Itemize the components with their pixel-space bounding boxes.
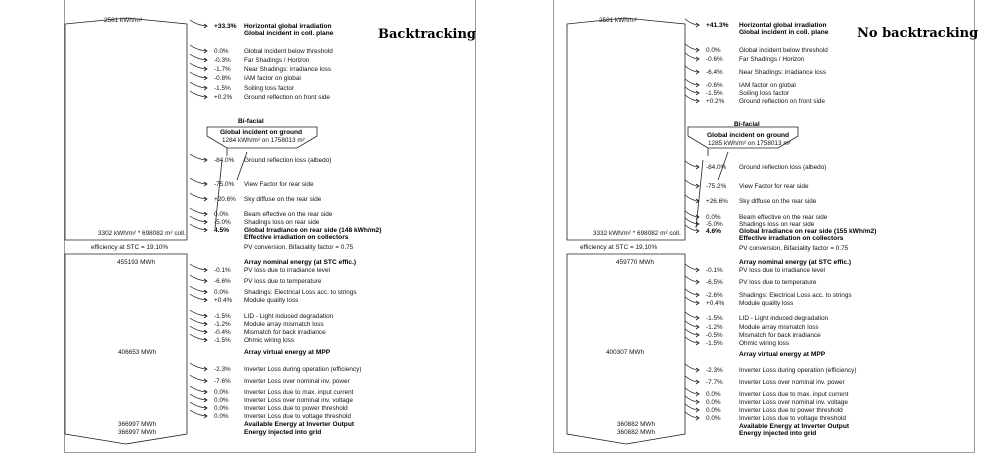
- loss-label: Near Shadings: irradiance loss: [244, 66, 332, 73]
- loss-label: Soiling loss factor: [244, 85, 295, 92]
- loss-percent: 0.0%: [706, 47, 721, 54]
- loss-arrow: [685, 44, 699, 50]
- loss-percent: -6.6%: [214, 278, 231, 285]
- loss-label: IAM factor on global: [244, 75, 301, 82]
- loss-percent: +33.3%: [214, 23, 237, 30]
- loss-label: Near Shadings: irradiance loss: [739, 69, 827, 76]
- loss-percent: -0.8%: [214, 75, 231, 82]
- bifacial-label: Bi-facial: [734, 121, 760, 128]
- loss-label-secondary: Global incident in coll. plane: [244, 30, 334, 37]
- loss-arrow: [685, 364, 699, 370]
- output-energy: 360882 MWh: [617, 421, 656, 428]
- loss-arrow: [685, 396, 699, 402]
- loss-label-secondary: Global incident in coll. plane: [739, 29, 829, 36]
- output-energy: 366997 MWh: [118, 421, 157, 428]
- loss-percent: -1.2%: [214, 321, 231, 328]
- loss-percent: -0.4%: [214, 329, 231, 336]
- loss-percent: -2.3%: [214, 366, 231, 373]
- loss-label: View Factor for rear side: [244, 181, 314, 188]
- loss-label: Inverter Loss due to power threshold: [739, 407, 843, 414]
- loss-row: [685, 53, 805, 63]
- loss-arrow: [685, 297, 699, 303]
- loss-arrow: [685, 161, 699, 167]
- loss-arrow: [685, 225, 699, 231]
- loss-percent: -5.0%: [706, 221, 723, 228]
- loss-percent: -1.2%: [706, 324, 723, 331]
- top-irradiation: 2581 kWh/m²: [599, 17, 638, 24]
- loss-label: Ground reflection loss (albedo): [244, 157, 332, 164]
- loss-label: PV conversion, Bifaciality factor = 0.75: [244, 244, 354, 251]
- loss-label: Module quality loss: [739, 300, 794, 307]
- loss-percent: -1.5%: [214, 313, 231, 320]
- loss-row: [685, 364, 856, 374]
- loss-label: Mismatch for back irradiance: [739, 332, 821, 339]
- loss-label: Effective irradiation on collectors: [244, 234, 349, 241]
- loss-percent: -0.1%: [706, 267, 723, 274]
- loss-label: Global Irradiance on rear side (155 kWh/m2): [739, 228, 877, 235]
- loss-row: [739, 430, 816, 437]
- loss-label: Inverter Loss due to voltage threshold: [244, 413, 351, 420]
- loss-arrow: [685, 66, 699, 72]
- loss-percent: -1.5%: [706, 340, 723, 347]
- loss-percent: 4.6%: [706, 228, 722, 235]
- loss-percent: +0.4%: [214, 297, 233, 304]
- loss-arrow: [685, 19, 699, 25]
- loss-percent: +41.3%: [706, 22, 729, 29]
- loss-percent: -1.5%: [706, 315, 723, 322]
- loss-arrow: [685, 95, 699, 101]
- loss-percent: -5.0%: [214, 219, 231, 226]
- loss-label: Module quality loss: [244, 297, 299, 304]
- loss-label: Global incident below threshold: [244, 48, 333, 55]
- loss-label: Inverter Loss over nominal inv. power: [739, 379, 845, 386]
- loss-label: IAM factor on global: [739, 82, 796, 89]
- loss-percent: 0.0%: [214, 289, 229, 296]
- loss-row: [685, 211, 828, 221]
- loss-percent: +0.2%: [706, 98, 725, 105]
- loss-row: [739, 423, 850, 430]
- loss-row: [685, 276, 817, 286]
- loss-arrow: [685, 404, 699, 410]
- loss-row: [685, 19, 829, 36]
- loss-percent: -2.6%: [706, 292, 723, 299]
- loss-label: Available Energy at Inverter Output: [739, 423, 850, 430]
- loss-label: Inverter Loss over nominal inv. power: [244, 378, 350, 385]
- loss-percent: 0.0%: [214, 48, 229, 55]
- loss-row: [685, 161, 826, 171]
- loss-label: Energy injected into grid: [244, 429, 322, 436]
- loss-percent: 0.0%: [706, 415, 721, 422]
- virtual-energy: 406653 MWh: [118, 349, 157, 356]
- loss-label: Array virtual energy at MPP: [739, 351, 826, 358]
- loss-label: PV loss due to irradiance level: [244, 267, 330, 274]
- loss-label: Global incident below threshold: [739, 47, 828, 54]
- loss-row: [739, 245, 849, 252]
- loss-percent: -0.6%: [706, 82, 723, 89]
- loss-row: [685, 388, 849, 398]
- loss-label: Beam effective on the rear side: [244, 211, 333, 218]
- loss-row: [685, 79, 796, 89]
- loss-percent: -7.7%: [706, 379, 723, 386]
- loss-percent: -6.5%: [706, 279, 723, 286]
- injected-energy: 366997 MWh: [118, 429, 157, 436]
- loss-percent: -0.5%: [706, 332, 723, 339]
- loss-label: Inverter Loss during operation (efficiency): [244, 366, 362, 373]
- loss-label: Global Irradiance on rear side (148 kWh/m2): [244, 227, 382, 234]
- loss-label: Inverter Loss over nominal inv. voltage: [244, 397, 353, 404]
- loss-label: Beam effective on the rear side: [739, 214, 828, 221]
- irradiation-flow-top: [567, 18, 685, 240]
- panel-title: Backtracking: [378, 27, 477, 42]
- loss-row: [685, 321, 819, 331]
- efficiency-stc: efficiency at STC = 19.10%: [580, 244, 658, 251]
- loss-label: Ohmic wiring loss: [244, 337, 295, 344]
- loss-arrow: [685, 79, 699, 85]
- loss-label: Array virtual energy at MPP: [244, 349, 331, 356]
- loss-label: Shadings: Electrical Loss acc. to strings: [739, 292, 852, 299]
- ground-label: Global incident on ground: [707, 132, 790, 139]
- loss-label: Shadings loss on rear side: [739, 221, 815, 228]
- loss-percent: -1.5%: [214, 85, 231, 92]
- loss-percent: +0.4%: [706, 300, 725, 307]
- loss-arrow: [685, 276, 699, 282]
- loss-row: [685, 312, 829, 322]
- loss-row: [685, 376, 846, 386]
- loss-percent: -75.2%: [706, 183, 727, 190]
- loss-arrow: [685, 289, 699, 295]
- nominal-energy: 459770 MWh: [616, 259, 655, 266]
- loss-row: [739, 351, 826, 358]
- loss-percent: -0.1%: [214, 267, 231, 274]
- loss-percent: -1.7%: [214, 66, 231, 73]
- loss-percent: 0.0%: [706, 214, 721, 221]
- loss-label: Sky diffuse on the rear side: [244, 196, 322, 203]
- loss-label: LID - Light induced degradation: [739, 315, 829, 322]
- loss-label: Inverter Loss during operation (efficiency): [739, 367, 857, 374]
- loss-percent: 0.0%: [214, 211, 229, 218]
- loss-label: Shadings loss on rear side: [244, 219, 320, 226]
- loss-arrow: [685, 376, 699, 382]
- virtual-energy: 400307 MWh: [606, 349, 645, 356]
- loss-row: [685, 180, 809, 190]
- loss-percent: +26.6%: [706, 198, 728, 205]
- loss-label: Effective irradiation on collectors: [739, 235, 844, 242]
- loss-label: Soiling loss factor: [739, 90, 790, 97]
- loss-label: PV conversion, Bifaciality factor = 0.75: [739, 245, 849, 252]
- loss-label: View Factor for rear side: [739, 183, 809, 190]
- loss-arrow: [685, 321, 699, 327]
- panel-title: No backtracking: [857, 26, 979, 41]
- loss-row: [685, 289, 852, 299]
- loss-row: [685, 195, 817, 205]
- collector-area: 3332 kWh/m² * 698082 m² coll.: [593, 230, 681, 237]
- loss-percent: 0.0%: [214, 389, 229, 396]
- loss-arrow: [685, 264, 699, 270]
- loss-arrow: [685, 87, 699, 93]
- loss-label: LID - Light induced degradation: [244, 313, 334, 320]
- loss-arrow: [685, 337, 699, 343]
- loss-label: Inverter Loss due to power threshold: [244, 405, 348, 412]
- loss-label: Array nominal energy (at STC effic.): [244, 259, 357, 266]
- bifacial-label: Bi-facial: [238, 118, 264, 125]
- loss-label: Far Shadings / Horizon: [739, 56, 805, 63]
- loss-label: Inverter Loss over nominal inv. voltage: [739, 399, 848, 406]
- loss-label: Mismatch for back irradiance: [244, 329, 326, 336]
- collector-area: 3302 kWh/m² * 698082 m² coll.: [98, 230, 186, 237]
- ground-value: 1285 kWh/m² on 1758013 m²: [708, 140, 791, 147]
- loss-percent: 0.0%: [706, 399, 721, 406]
- loss-label: Ground reflection loss (albedo): [739, 164, 827, 171]
- loss-percent: +20.6%: [214, 196, 236, 203]
- loss-percent: -6.4%: [706, 69, 723, 76]
- loss-percent: -1.5%: [706, 90, 723, 97]
- loss-percent: 0.0%: [214, 397, 229, 404]
- loss-row: [739, 259, 851, 266]
- loss-label: Energy injected into grid: [739, 430, 817, 437]
- loss-label: Inverter Loss due to max. input current: [739, 391, 849, 398]
- loss-percent: 4.5%: [214, 227, 230, 234]
- loss-label: Ohmic wiring loss: [739, 340, 790, 347]
- loss-percent: +0.2%: [214, 94, 233, 101]
- loss-label: Sky diffuse on the rear side: [739, 198, 817, 205]
- loss-label: Far Shadings / Horizon: [244, 57, 310, 64]
- loss-arrow: [685, 180, 699, 186]
- loss-row: [739, 235, 844, 242]
- loss-arrow: [685, 195, 699, 201]
- loss-arrow: [685, 412, 699, 418]
- loss-percent: 0.0%: [706, 391, 721, 398]
- loss-label: PV loss due to temperature: [244, 278, 322, 285]
- loss-percent: -0.6%: [706, 56, 723, 63]
- loss-percent: 0.0%: [214, 405, 229, 412]
- loss-percent: 0.0%: [214, 413, 229, 420]
- loss-label: Horizontal global irradiation: [739, 22, 827, 29]
- loss-label: Module array mismatch loss: [244, 321, 324, 328]
- loss-percent: -1.5%: [214, 337, 231, 344]
- loss-percent: -2.3%: [706, 367, 723, 374]
- loss-label: PV loss due to irradiance level: [739, 267, 825, 274]
- loss-label: Ground reflection on front side: [244, 94, 330, 101]
- efficiency-stc: efficiency at STC = 19.10%: [91, 244, 169, 251]
- nominal-energy: 455193 MWh: [117, 259, 156, 266]
- loss-percent: -0.3%: [214, 57, 231, 64]
- loss-label: Ground reflection on front side: [739, 98, 825, 105]
- loss-label: Inverter Loss due to voltage threshold: [739, 415, 846, 422]
- loss-row: [685, 44, 828, 54]
- loss-label: Shadings: Electrical Loss acc. to strings: [244, 289, 357, 296]
- top-irradiation: 2581 kWh/m²: [104, 17, 143, 24]
- loss-percent: 0.0%: [706, 407, 721, 414]
- loss-label: PV loss due to temperature: [739, 279, 817, 286]
- loss-percent: -84.0%: [214, 157, 235, 164]
- loss-label: Array nominal energy (at STC effic.): [739, 259, 852, 266]
- loss-label: Inverter Loss due to max. input current: [244, 389, 354, 396]
- loss-arrow: [685, 329, 699, 335]
- loss-label: Available Energy at Inverter Output: [244, 421, 355, 428]
- loss-percent: -84.0%: [706, 164, 727, 171]
- loss-row: [685, 66, 826, 76]
- loss-arrow: [685, 53, 699, 59]
- loss-arrow: [685, 388, 699, 394]
- loss-rows: [685, 19, 876, 437]
- injected-energy: 360882 MWh: [617, 429, 656, 436]
- loss-label: Horizontal global irradiation: [244, 23, 332, 30]
- ground-value: 1284 kWh/m² on 1758013 m²: [222, 137, 305, 144]
- ground-label: Global incident on ground: [220, 129, 303, 136]
- loss-percent: -75.0%: [214, 181, 235, 188]
- loss-arrow: [685, 312, 699, 318]
- loss-percent: -7.6%: [214, 378, 231, 385]
- loss-label: Module array mismatch loss: [739, 324, 819, 331]
